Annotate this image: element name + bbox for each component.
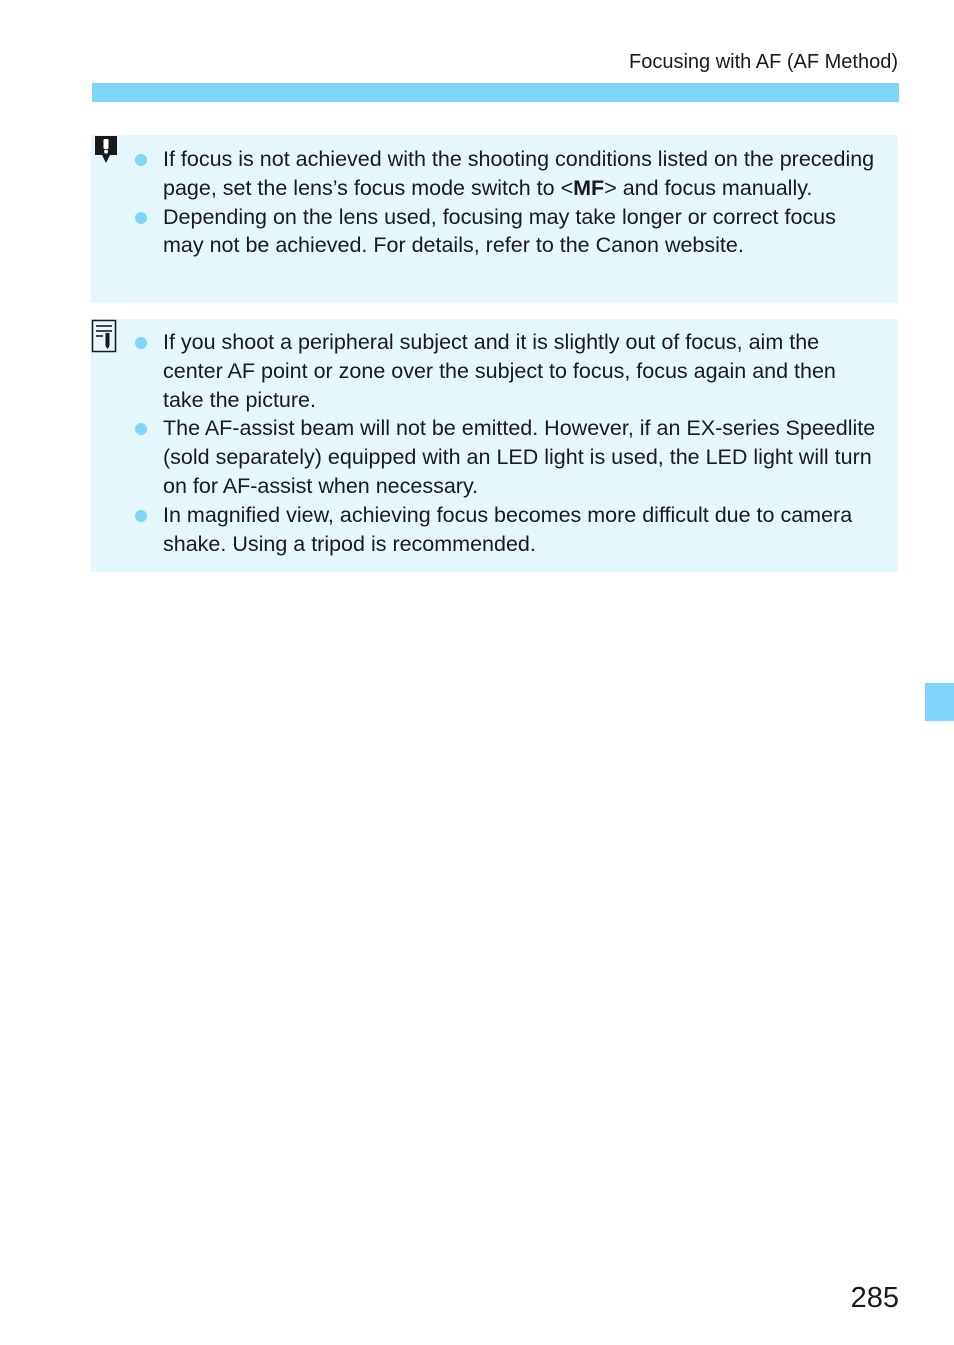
bullet-icon: [135, 337, 147, 349]
bullet-icon: [135, 423, 147, 435]
running-title: Focusing with AF (AF Method): [629, 51, 898, 73]
caution-list: [163, 145, 878, 260]
caution-item: [163, 145, 878, 203]
page-number: 285: [850, 1282, 899, 1314]
bullet-icon: [135, 212, 147, 224]
bullet-icon: [135, 510, 147, 522]
caution-item-text: If focus is not achieved with the shooting conditions listed on the preceding page, set the lens’s focus mode switch to <: [163, 147, 875, 200]
mf-mode-label: MF: [573, 175, 605, 200]
caution-item-text-end: > and focus manually.: [604, 175, 813, 200]
caution-exclamation-icon: [91, 135, 121, 165]
note-item-text: The AF-assist beam will not be emitted. However, if an EX-series Speedlite (sold separately) equipped with an LED light is used, the LED light will turn on for AF-assist when necessary.: [163, 416, 876, 498]
note-item: [163, 414, 878, 500]
caution-item-text: Depending on the lens used, focusing may take longer or correct focus may not be achieved. For details, refer to the Canon website.: [163, 204, 836, 258]
note-item-text: If you shoot a peripheral subject and it is slightly out of focus, aim the center AF point or zone over the subject to focus, focus again and then take the picture.: [163, 330, 836, 412]
note-item: [163, 328, 878, 414]
bullet-icon: [135, 154, 147, 166]
chapter-thumb-tab: [925, 683, 954, 721]
caution-box: [91, 135, 898, 303]
note-item-text: In magnified view, achieving focus becomes more difficult due to camera shake. Using a tripod is recommended.: [163, 502, 853, 556]
note-item: [163, 501, 878, 559]
caution-item: [163, 203, 878, 261]
note-box: [91, 319, 898, 572]
memo-note-icon: [91, 319, 117, 353]
header-accent-bar: [92, 83, 899, 102]
note-list: [163, 328, 878, 558]
